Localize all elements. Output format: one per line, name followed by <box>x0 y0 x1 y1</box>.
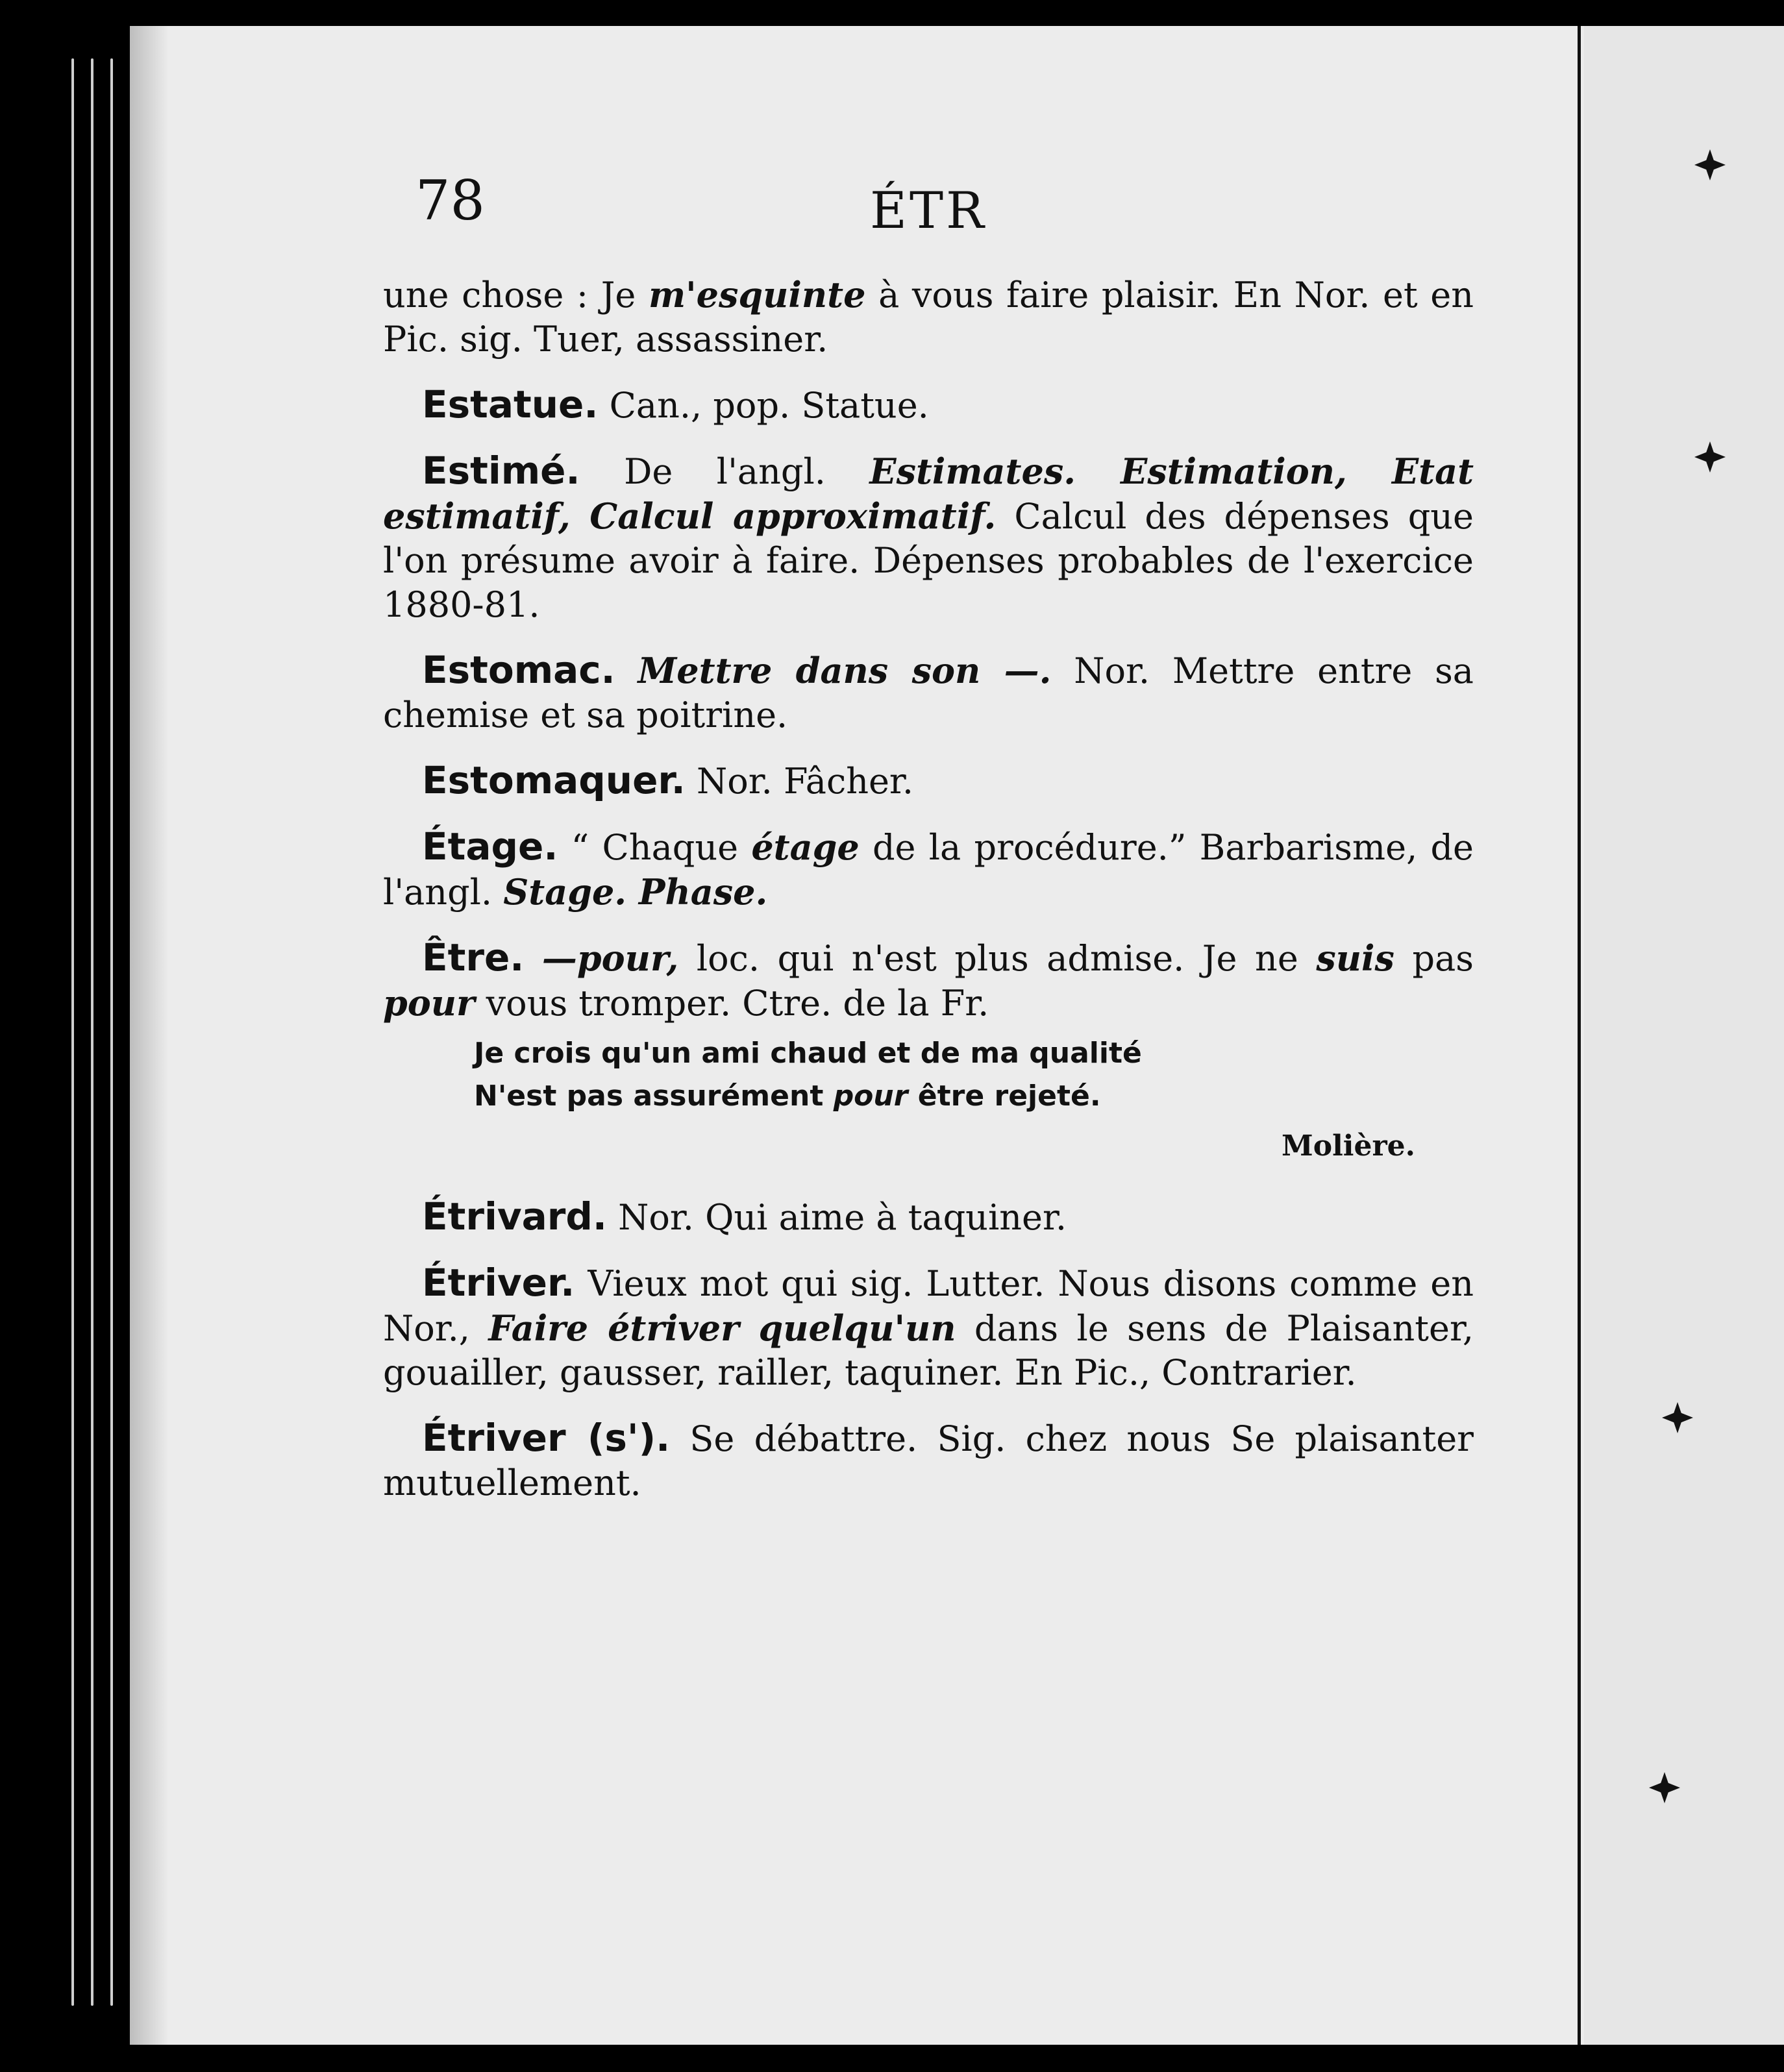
entry-text: Se débattre. Sig. chez nous Se plaisanter mutuellement. <box>383 1418 1474 1503</box>
entry-headword: Estimé. <box>422 449 580 493</box>
gutter-shadow <box>130 26 169 2045</box>
quote-author: Molière. <box>1282 1129 1415 1163</box>
entry-continuation <box>383 273 1474 362</box>
entry-estomac <box>383 648 1474 737</box>
entry-etre <box>383 935 1474 1168</box>
entry-headword: Être. <box>422 935 525 980</box>
entry-estomaquer <box>383 758 1474 804</box>
page-number: 78 <box>415 169 485 232</box>
entry-text: Can., pop. Statue. <box>609 385 929 426</box>
entry-text: une chose : Je <box>383 275 636 315</box>
entry-s-etriver <box>383 1416 1474 1505</box>
verse-quote <box>474 1032 1474 1118</box>
entry-italic: pour <box>383 982 475 1024</box>
entry-headword: Estatue. <box>422 382 599 426</box>
page-header <box>403 169 1441 247</box>
entry-italic: Stage. Phase. <box>503 871 768 913</box>
entry-text: De l'angl. <box>624 451 826 492</box>
facing-page-strip <box>1584 26 1784 2045</box>
page-edge <box>91 58 93 2006</box>
entry-estime <box>383 449 1474 627</box>
entry-italic: étage <box>751 826 860 868</box>
entry-etriver <box>383 1261 1474 1395</box>
entry-text: vous tromper. Ctre. de la Fr. <box>486 983 989 1024</box>
dictionary-content <box>383 273 1474 1526</box>
quote-line: Je crois qu'un ami chaud et de ma qualité <box>474 1037 1142 1070</box>
entry-headword: Étrivard. <box>422 1194 607 1239</box>
entry-estatue <box>383 382 1474 428</box>
entry-italic: Estimates. Estimation, Etat estimatif, Calcul approximatif. <box>383 450 1474 537</box>
entry-headword: Estomaquer. <box>422 758 686 802</box>
page-edge <box>110 58 113 2006</box>
entry-headword: Étriver (s'). <box>422 1416 671 1460</box>
entry-text: Vieux mot qui sig. Lutter. Nous disons comme en Nor., <box>383 1263 1474 1349</box>
binding-fold-line <box>1578 26 1581 2045</box>
running-head: ÉTR <box>870 182 987 240</box>
quote-line <box>474 1075 1474 1118</box>
entry-text: Nor. Fâcher. <box>696 761 913 802</box>
quote-italic: pour <box>833 1079 908 1113</box>
entry-headword: Étage. <box>422 824 558 869</box>
entry-italic: m'esquinte <box>648 274 866 315</box>
entry-text: Nor. Mettre entre sa chemise et sa poitrine. <box>383 650 1474 735</box>
entry-etrivard <box>383 1194 1474 1240</box>
entry-text: Calcul des dépenses que l'on présume avoir à faire. Dépenses probables de l'exercice 1880-81. <box>383 496 1474 625</box>
entry-italic: suis <box>1316 937 1394 979</box>
entry-text: loc. qui n'est plus admise. Je ne <box>696 938 1298 979</box>
entry-text: à vous faire plaisir. En Nor. et en Pic. sig. Tuer, assassiner. <box>383 275 1474 360</box>
entry-text: dans le sens de Plaisanter, gouailler, gausser, railler, taquiner. En Pic., Contrarier. <box>383 1308 1474 1393</box>
quote-text: N'est pas assurément <box>474 1079 824 1113</box>
entry-italic: Mettre dans son —. <box>638 650 1052 691</box>
quote-text: être rejeté. <box>917 1079 1101 1113</box>
entry-headword: Étriver. <box>422 1261 575 1305</box>
entry-headword: Estomac. <box>422 648 615 692</box>
page-edge <box>71 58 74 2006</box>
entry-text: pas <box>1412 938 1474 979</box>
entry-text: de la procédure.” Barbarisme, de l'angl. <box>383 827 1474 913</box>
entry-italic: Faire étriver quelqu'un <box>488 1307 956 1349</box>
entry-etage <box>383 824 1474 915</box>
entry-italic: —pour, <box>541 937 679 979</box>
entry-text: Nor. Qui aime à taquiner. <box>618 1197 1067 1238</box>
entry-text: “ Chaque <box>571 827 739 868</box>
